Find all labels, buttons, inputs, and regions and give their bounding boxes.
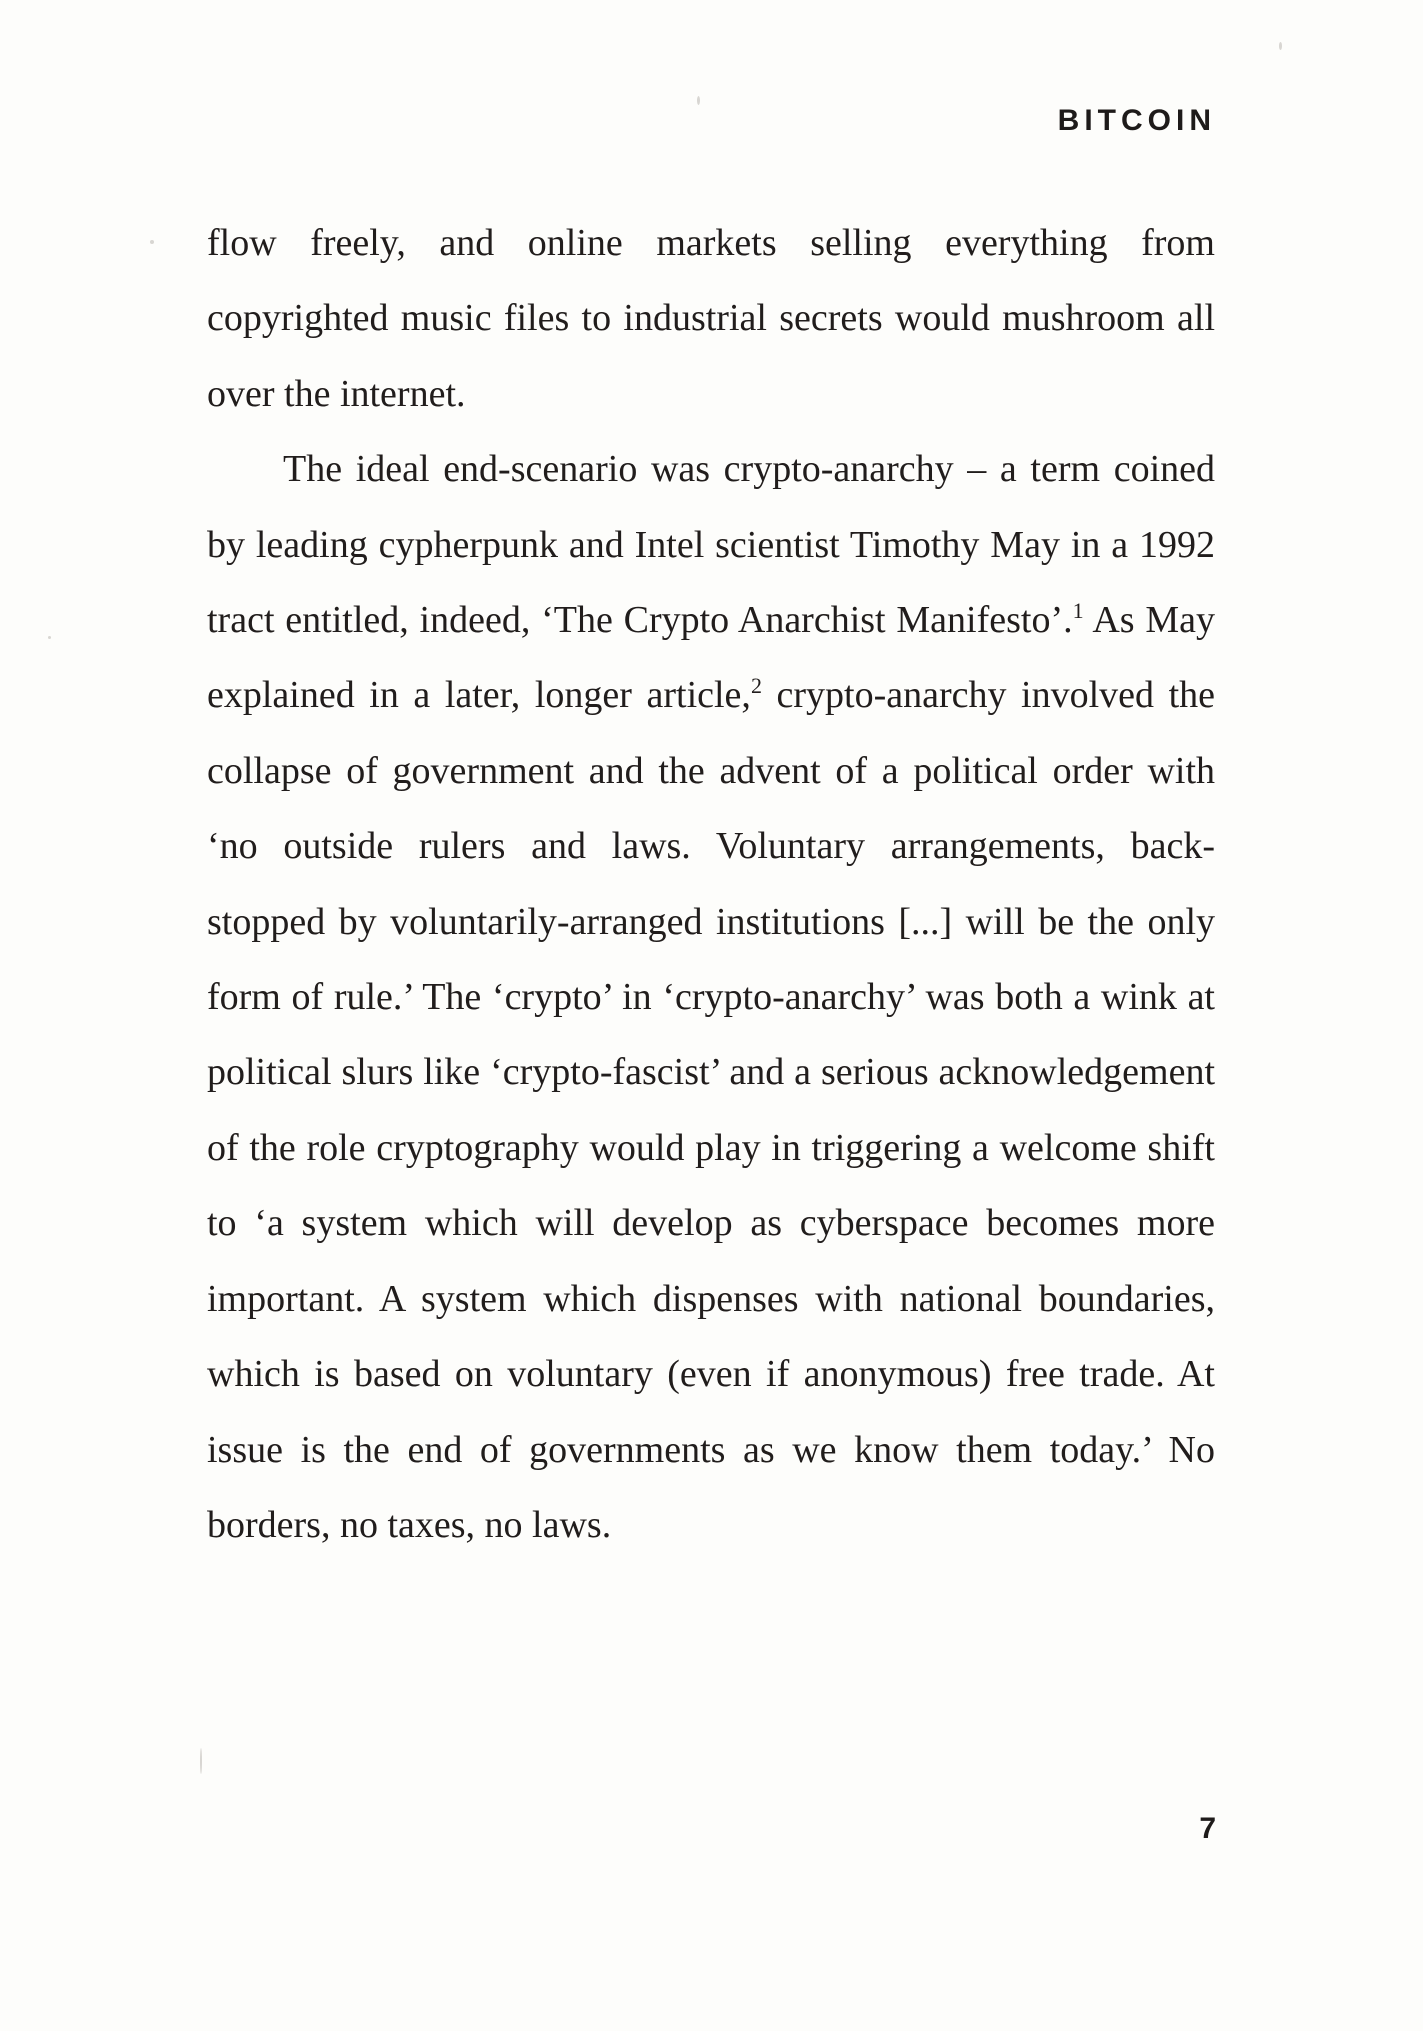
paper-speck bbox=[697, 96, 700, 105]
footnote-ref-1: 1 bbox=[1072, 598, 1084, 624]
running-head: BITCOIN bbox=[1057, 104, 1216, 137]
paper-speck bbox=[48, 636, 51, 639]
paragraph-1: flow freely, and online markets selling everything from copyrighted music files to industrial secrets would mushroom all over the internet. bbox=[207, 222, 1215, 415]
paragraph-2 bbox=[207, 432, 1215, 1563]
paragraph-2-part-3: crypto-anarchy involved the collapse of government and the advent of a political order with ‘no outside rulers and laws. Voluntary arrangements, back-stopped by voluntarily-arranged institutions [...] will be the only form of rule.’ The ‘crypto’ in ‘crypto-anarchy’ was both a wink at political slurs like ‘crypto-fascist’ and a serious acknowledgement of the role cryptography would play in triggering a welcome shift to ‘a system which will develop as cyberspace becomes more important. A system which dispenses with national boundaries, which is based on voluntary (even if anonymous) free trade. At issue is the end of governments as we know them today.’ No borders, no taxes, no laws. bbox=[207, 674, 1216, 1546]
paper-speck bbox=[150, 240, 154, 244]
paper-speck bbox=[200, 1748, 202, 1774]
paragraph-2-part-1: The ideal end-scenario was crypto-anarchy – a term coined by leading cypherpunk and Intel scientist Timothy May in a 1992 tract entitled, indeed, ‘The Crypto Anarchist Manifesto’. bbox=[207, 448, 1215, 642]
paper-speck bbox=[1279, 42, 1282, 50]
page-number: 7 bbox=[1199, 1812, 1216, 1845]
footnote-ref-2: 2 bbox=[750, 673, 762, 699]
body-text bbox=[207, 206, 1215, 1563]
paragraph-2-part-2: As May explained in a later, longer article, bbox=[207, 599, 1215, 717]
